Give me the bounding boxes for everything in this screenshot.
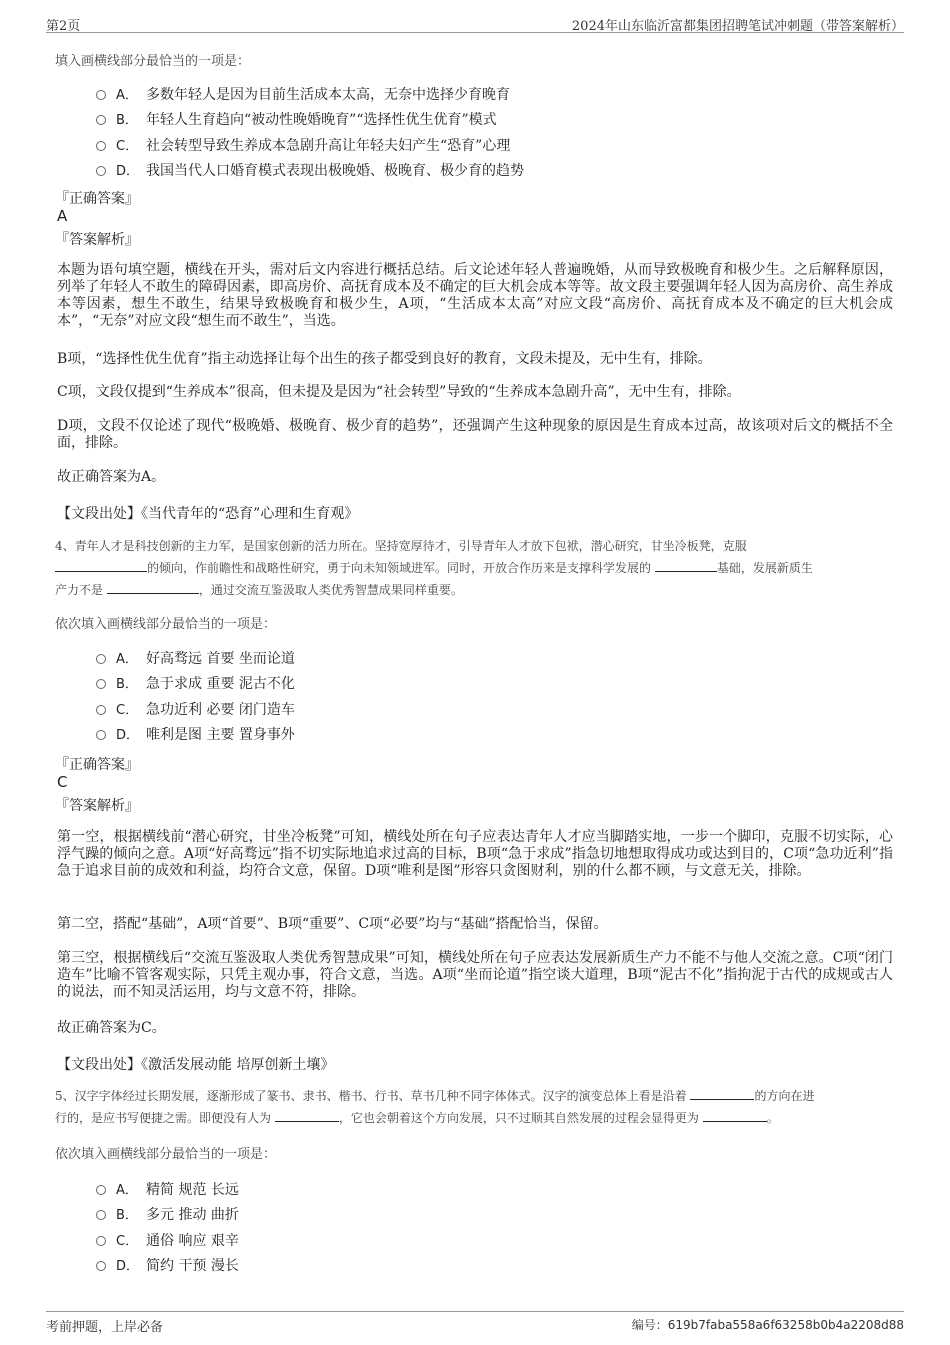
option-a[interactable]: A． 精简 规范 长远 (96, 1179, 239, 1199)
option-b[interactable]: B． 急于求成 重要 泥古不化 (96, 673, 295, 693)
blank-line (275, 1109, 339, 1122)
blank-line (655, 559, 717, 572)
analysis-paragraph: 第一空，根据横线前“潜心研究，甘坐冷板凳”可知，横线处所在句子应表达青年人才应当脚踏实地，一步一个脚印，克服不切实际，心浮气躁的倾向之意。A项“好高骛远”指不切实际地追求过高的目标，B项“急于求成”指急切地想取得成功或达到目的，C项“急功近利”指急于追求目前的成效和利益，均符合文意，保留。D项“唯利是图”形容只贪图财利，别的什么都不顾，与文意无关，排除。 (57, 829, 893, 879)
page-number: 第2页 (46, 19, 81, 34)
blank-line (107, 581, 199, 594)
radio-icon[interactable] (96, 1261, 106, 1271)
analysis-paragraph: D项，文段不仅论述了现代“极晚婚、极晚育、极少育的趋势”，还强调产生这种现象的原因是生育成本过高，故该项对后文的概括不全面，排除。 (57, 418, 893, 451)
analysis-paragraph: 本题为语句填空题，横线在开头，需对后文内容进行概括总结。后文论述年轻人普遍晚婚，从而导致极晚育和极少生。之后解释原因，列举了年轻人不敢生的障碍因素，即高房价、高抚育成本及不确定的巨大机会成本等等。故文段主要强调年轻人因为高房价、高生养成本等因素，想生不敢生，结果导致极晚育和极少生，A项，“生活成本太高”对应文段“高房价、高抚育成本及不确定的巨大机会成本”，“无奈”对应文段“想生而不敢生”，当选。 (57, 262, 893, 329)
option-d[interactable]: D． 简约 干预 漫长 (96, 1255, 239, 1275)
blank-line (690, 1087, 754, 1100)
correct-answer-label: 『正确答案』 (55, 191, 139, 207)
radio-icon[interactable] (96, 1210, 106, 1220)
radio-icon[interactable] (96, 1185, 106, 1195)
correct-answer: A (57, 207, 68, 225)
radio-icon[interactable] (96, 90, 106, 100)
radio-icon[interactable] (96, 705, 106, 715)
question-stem: 4、青年人才是科技创新的主力军，是国家创新的活力所在。坚持宽厚待才，引导青年人才放下包袱，潜心研究，甘坐冷板凳，克服 的倾向，作前瞻性和战略性研究，勇于向未知领域进军。同时，开放合作历来是支撑科学发展的 基础，发展新质生 产力不是 ，通过交流互鉴汲取人类优秀智慧成果同样重要。 (55, 539, 813, 597)
analysis-paragraph: 第二空，搭配“基础”，A项“首要”、B项“重要”、C项“必要”均与“基础”搭配恰当，保留。 (57, 916, 608, 932)
option-c[interactable]: C． 通俗 响应 艰辛 (96, 1230, 239, 1250)
analysis-conclusion: 故正确答案为A。 (57, 469, 166, 485)
blank-line (55, 559, 147, 572)
radio-icon[interactable] (96, 1236, 106, 1246)
analysis-paragraph: 第三空，根据横线后“交流互鉴汲取人类优秀智慧成果”可知，横线处所在句子应表达发展新质生产力不能不与他人交流之意。C项“闭门造车”比喻不管客观实际，只凭主观办事，符合文意，当选。A项“坐而论道”指空谈大道理，B项“泥古不化”指拘泥于古代的成规或古人的说法，而不知灵活运用，均与文意不符，排除。 (57, 950, 893, 1000)
page-header (46, 12, 904, 33)
document-id: 编号：619b7faba558a6f63258b0b4a2208d88 (631, 1318, 904, 1332)
analysis-paragraph: C项，文段仅提到“生养成本”很高，但未提及是因为“社会转型”导致的“生养成本急剧升高”，无中生有，排除。 (57, 384, 741, 400)
footer-slogan: 考前押题，上岸必备 (46, 1320, 164, 1335)
option-a[interactable]: A． 多数年轻人是因为目前生活成本太高，无奈中选择少育晚育 (96, 84, 510, 104)
option-b[interactable]: B． 年轻人生育趋向“被动性晚婚晚育”“选择性优生优育”模式 (96, 109, 497, 129)
radio-icon[interactable] (96, 679, 106, 689)
analysis-conclusion: 故正确答案为C。 (57, 1020, 166, 1036)
correct-answer-label: 『正确答案』 (55, 757, 139, 773)
analysis-label: 『答案解析』 (55, 798, 139, 814)
radio-icon[interactable] (96, 730, 106, 740)
option-c[interactable]: C． 急功近利 必要 闭门造车 (96, 699, 295, 719)
option-a[interactable]: A． 好高骛远 首要 坐而论道 (96, 648, 295, 668)
option-d[interactable]: D． 我国当代人口婚育模式表现出极晚婚、极晚育、极少育的趋势 (96, 160, 524, 180)
option-c[interactable]: C． 社会转型导致生养成本急剧升高让年轻夫妇产生“恐育”心理 (96, 135, 510, 155)
analysis-paragraph: B项，“选择性优生优育”指主动选择让每个出生的孩子都受到良好的教育，文段未提及，无中生有，排除。 (57, 351, 712, 367)
source-citation: 【文段出处】《当代青年的“恐育”心理和生育观》 (57, 506, 359, 522)
question-prompt: 填入画横线部分最恰当的一项是： (55, 54, 251, 69)
blank-line (703, 1109, 767, 1122)
question-prompt: 依次填入画横线部分最恰当的一项是： (55, 617, 277, 632)
radio-icon[interactable] (96, 115, 106, 125)
analysis-label: 『答案解析』 (55, 232, 139, 248)
question-stem: 5、汉字字体经过长期发展，逐渐形成了篆书、隶书、楷书、行书、草书几种不同字体体式。汉字的演变总体上看是沿着 的方向在进 行的，是应书写便捷之需。即便没有人为 ，它也会朝着这个方向发展，只不过顺其自然发展的过程会显得更为 。 (55, 1089, 815, 1125)
source-citation: 【文段出处】《激活发展动能 培厚创新土壤》 (57, 1057, 335, 1073)
option-b[interactable]: B． 多元 推动 曲折 (96, 1204, 239, 1224)
correct-answer: C (57, 773, 68, 791)
radio-icon[interactable] (96, 654, 106, 664)
option-d[interactable]: D． 唯利是图 主要 置身事外 (96, 724, 295, 744)
question-prompt: 依次填入画横线部分最恰当的一项是： (55, 1147, 277, 1162)
radio-icon[interactable] (96, 166, 106, 176)
page-footer (46, 1311, 904, 1336)
radio-icon[interactable] (96, 141, 106, 151)
document-title: 2024年山东临沂富都集团招聘笔试冲刺题（带答案解析） (571, 19, 904, 34)
